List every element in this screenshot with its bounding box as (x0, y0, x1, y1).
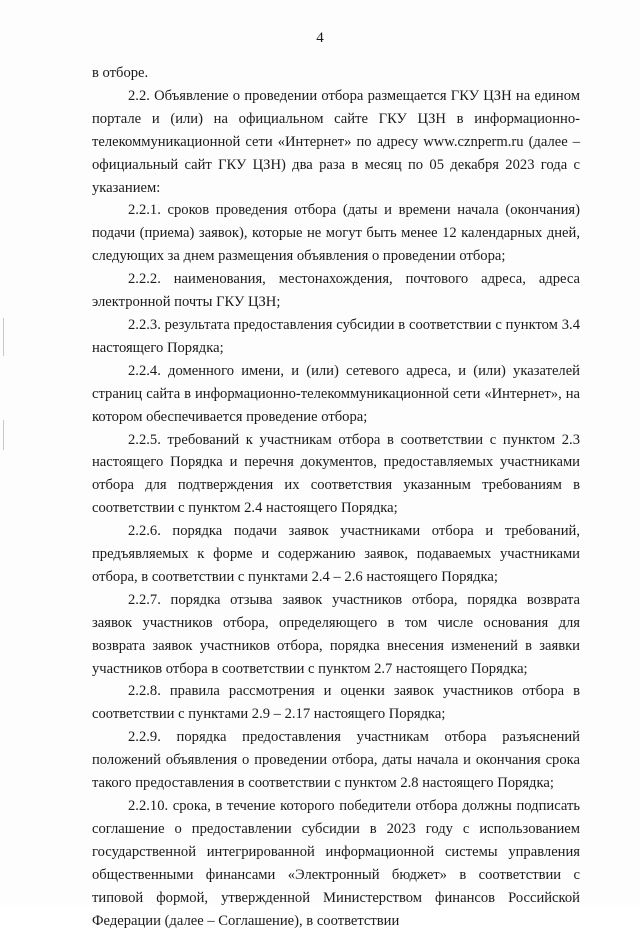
paragraph-2-2-6: 2.2.6. порядка подачи заявок участниками отбора и требований, предъявляемых к форме и содержанию заявок, подаваемых участниками отбора, в соответствии с пунктами 2.4 – 2.6 настоящего Порядка; (92, 523, 580, 585)
paragraph-2-2-7: 2.2.7. порядка отзыва заявок участников отбора, порядка возврата заявок участников отбора, определяющего в том числе основания для возврата заявок участников отбора, порядка внесения изменений в заявки участников отбора в соответствии с пунктом 2.7 настоящего Порядка; (92, 591, 580, 677)
paragraph-2-2-9: 2.2.9. порядка предоставления участникам отбора разъяснений положений объявления о проведении отбора, даты начала и окончания срока такого предоставления в соответствии с пунктом 2.8 настоящего Порядка; (92, 729, 580, 792)
document-body (92, 62, 580, 932)
paragraph-2-2-10: 2.2.10. срока, в течение которого победители отбора должны подписать соглашение о предоставлении субсидии в 2023 году с использованием государственной интегрированной информационной системы управления общественными финансами «Электронный бюджет» в соответствии с типовой формой, утвержденной Министерством финансов Российской Федерации (далее – Соглашение), в соответствии (92, 798, 580, 929)
paragraph-2-2: 2.2. Объявление о проведении отбора размещается ГКУ ЦЗН на едином портале и (или) на официальном сайте ГКУ ЦЗН в информационно-телекоммуникационной сети «Интернет» по адресу www.cznperm.ru (далее – официальный сайт ГКУ ЦЗН) два раза в месяц по 05 декабря 2023 года с указанием: (92, 87, 580, 196)
paragraph-continuation: в отборе. (92, 65, 149, 81)
paragraph-2-2-4: 2.2.4. доменного имени, и (или) сетевого адреса, и (или) указателей страниц сайта в информационно-телекоммуникационной сети «Интернет», на котором обеспечивается проведение отбора; (92, 362, 580, 425)
scan-edge-mark (3, 318, 4, 356)
scan-edge-mark (3, 420, 4, 450)
paragraph-2-2-3: 2.2.3. результата предоставления субсидии в соответствии с пунктом 3.4 настоящего Порядка; (92, 316, 580, 356)
paragraph-2-2-1: 2.2.1. сроков проведения отбора (даты и времени начала (окончания) подачи (приема) заявок), которые не могут быть менее 12 календарных дней, следующих за днем размещения объявления о проведении отбора; (92, 202, 580, 265)
page-number: 4 (316, 30, 324, 46)
paragraph-2-2-8: 2.2.8. правила рассмотрения и оценки заявок участников отбора в соответствии с пунктами 2.9 – 2.17 настоящего Порядка; (92, 683, 580, 723)
paragraph-2-2-5: 2.2.5. требований к участникам отбора в соответствии с пунктом 2.3 настоящего Порядка и перечня документов, предоставляемых участниками отбора для подтверждения их соответствия указанным требованиям в соответствии с пунктом 2.4 настоящего Порядка; (92, 431, 580, 517)
paragraph-2-2-2: 2.2.2. наименования, местонахождения, почтового адреса, адреса электронной почты ГКУ ЦЗН; (92, 271, 580, 311)
